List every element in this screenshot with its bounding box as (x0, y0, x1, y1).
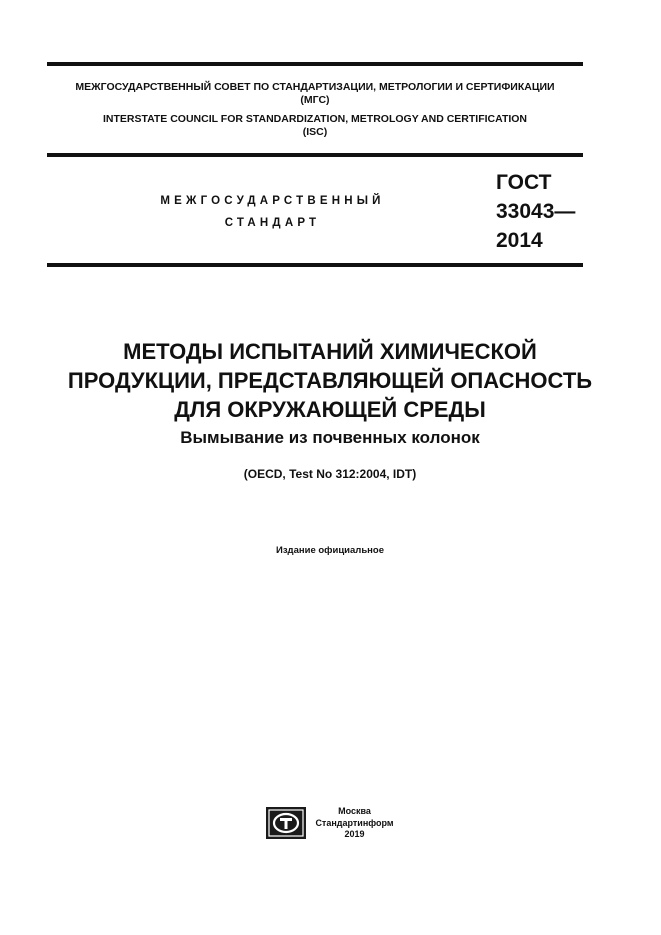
publisher-name: Стандартинформ (315, 817, 394, 828)
gost-number (496, 168, 575, 255)
gost-line1: ГОСТ (496, 171, 552, 194)
standartinform-logo-icon (266, 807, 306, 839)
top-rule (47, 62, 583, 66)
title-line2: ПРОДУКЦИИ, ПРЕДСТАВЛЯЮЩЕЙ ОПАСНОСТЬ (67, 368, 593, 393)
edition-note: Издание официальное (276, 545, 384, 556)
gost-line2: 33043— (496, 200, 576, 223)
publisher-city: Москва (338, 806, 371, 816)
council-en-abbr: (ISC) (302, 126, 328, 138)
standard-label-line2: СТАНДАРТ (224, 217, 321, 229)
council-ru-name: МЕЖГОСУДАРСТВЕННЫЙ СОВЕТ ПО СТАНДАРТИЗАЦИИ, МЕТРОЛОГИИ И СЕРТИФИКАЦИИ (75, 81, 555, 93)
council-ru (47, 81, 583, 107)
document-title (30, 337, 630, 424)
oecd-reference: (OECD, Test No 312:2004, IDT) (243, 467, 417, 481)
council-ru-abbr: (МГС) (300, 94, 330, 106)
publisher-year: 2019 (344, 829, 365, 839)
title-line1: МЕТОДЫ ИСПЫТАНИЙ ХИМИЧЕСКОЙ (123, 339, 537, 364)
standard-label (120, 190, 425, 234)
document-subtitle: Вымывание из почвенных колонок (180, 428, 480, 447)
council-en (47, 113, 583, 139)
council-en-name: INTERSTATE COUNCIL FOR STANDARDIZATION, METROLOGY AND CERTIFICATION (102, 113, 528, 125)
gost-line3: 2014 (496, 229, 543, 252)
publisher-block (307, 806, 402, 841)
header-rule (47, 153, 583, 157)
standard-rule (47, 263, 583, 267)
standard-label-line1: МЕЖГОСУДАРСТВЕННЫЙ (160, 195, 385, 207)
title-line3: ДЛЯ ОКРУЖАЮЩЕЙ СРЕДЫ (174, 397, 486, 422)
